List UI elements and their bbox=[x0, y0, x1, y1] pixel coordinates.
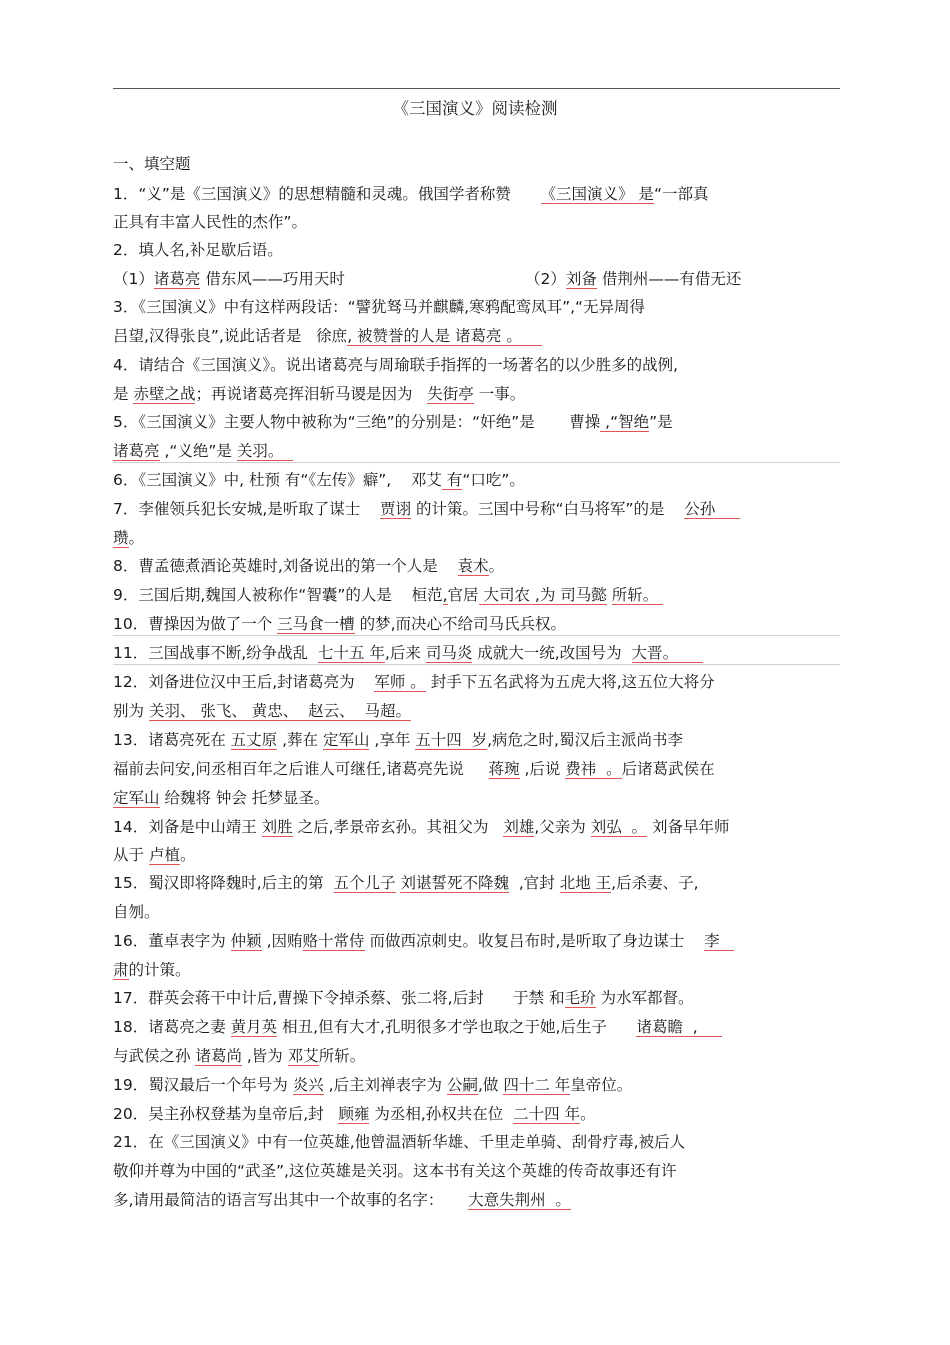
question-5-line-2: 诸葛亮 ,“义绝”是 关羽。 bbox=[113, 442, 294, 460]
answer: 定军山 bbox=[113, 789, 160, 807]
question-4-line-2: 是 赤壁之战；再说诸葛亮挥泪斩马谡是因为 失街亭 一事。 bbox=[113, 385, 526, 403]
answer: 袁术 bbox=[457, 557, 489, 575]
question-2-line-2: （1）诸葛亮 借东风——巧用天时 （2）刘备 借荆州——有借无还 bbox=[113, 270, 742, 288]
question-14-line-1: 14．刘备是中山靖王 刘胜 之后,孝景帝玄孙。其祖父为 刘雄,父亲为 刘弘 。 刘备早年师 bbox=[113, 818, 730, 836]
divider bbox=[113, 462, 840, 463]
answer: 五丈原 bbox=[230, 731, 278, 749]
question-8: 8．曹孟德煮酒论英雄时,刘备说出的第一个人是 袁术。 bbox=[113, 557, 505, 575]
answer: 大司农 bbox=[478, 586, 535, 604]
answer: 毛玠 bbox=[564, 989, 596, 1007]
answer: , bbox=[442, 586, 448, 604]
question-2-line-1: 2．填人名,补足歇后语。 bbox=[113, 241, 283, 259]
answer: 仲颖 bbox=[230, 932, 262, 950]
answer: 顾雍 bbox=[338, 1105, 370, 1123]
answer: 二十四 年 bbox=[513, 1105, 581, 1123]
answer: 诸葛亮 bbox=[113, 442, 160, 460]
answer: 四十二 年 bbox=[503, 1076, 571, 1094]
answer: , 被赞誉的人是 bbox=[347, 327, 455, 345]
answer: 李 bbox=[704, 932, 735, 950]
question-21-line-2: 敬仰并尊为中国的“武圣”,这位英雄是关羽。这本书有关这个英雄的传奇故事还有许 bbox=[113, 1162, 677, 1180]
top-rule bbox=[113, 88, 840, 89]
question-3-line-1: 3．《三国演义》中有这样两段话：“譬犹驽马并麒麟,寒鸦配鸾凤耳”,“无异周得 bbox=[113, 298, 646, 316]
answer: 大晋 bbox=[631, 644, 663, 662]
answer: 。 bbox=[662, 644, 703, 662]
question-5-line-1: 5．《三国演义》主要人物中被称为“三绝”的分别是：“奸绝”是 曹操 ,“智绝”是 bbox=[113, 413, 673, 431]
question-21-line-1: 21．在《三国演义》中有一位英雄,他曾温酒斩华雄、千里走单骑、刮骨疗毒,被后人 bbox=[113, 1133, 686, 1151]
answer: 贾诩 bbox=[380, 500, 412, 518]
question-10: 10．曹操因为做了一个 三马食一槽 的梦,而决心不给司马氏兵权。 bbox=[113, 615, 567, 633]
answer: 卢植 bbox=[148, 846, 180, 864]
answer: 五十四 岁 bbox=[415, 731, 488, 749]
answer: 七十五 年 bbox=[318, 644, 385, 662]
answer: 赂十常侍 bbox=[302, 932, 365, 950]
answer: 大意失荆州 。 bbox=[468, 1191, 571, 1209]
answer: 炎兴 bbox=[292, 1076, 324, 1094]
answer: 诸葛瞻 , bbox=[636, 1018, 723, 1036]
question-18-line-1: 18．诸葛亮之妻 黄月英 相丑,但有大才,孔明很多才学也取之于她,后生子 诸葛瞻 , bbox=[113, 1018, 723, 1036]
question-9: 9．三国后期,魏国人被称作“智囊”的人是 桓范,官居 大司农 ,为 司马懿 所斩。 bbox=[113, 586, 664, 604]
question-20: 20．吴主孙权登基为皇帝后,封 顾雍 为丞相,孙权共在位 二十四 年。 bbox=[113, 1105, 596, 1123]
answer: 北地 王 bbox=[559, 874, 612, 892]
answer: 失街亭 bbox=[427, 385, 474, 403]
answer: 公嗣 bbox=[446, 1076, 478, 1094]
section-heading: 一、填空题 bbox=[113, 155, 191, 173]
answer: 关羽、 张飞、 黄忠、 赵云、 马超。 bbox=[148, 702, 412, 720]
page-title: 《三国演义》阅读检测 bbox=[392, 99, 558, 118]
question-3-line-2: 吕望,汉得张良”,说此话者是 徐庶, 被赞誉的人是 诸葛亮 。 bbox=[113, 327, 542, 345]
answer: 瓒 bbox=[113, 529, 129, 547]
answer: 司马炎 bbox=[425, 644, 473, 662]
question-15-line-1: 15．蜀汉即将降魏时,后主的第 五个儿子 刘谌誓死不降魏 ,官封 北地 王,后杀妻、子, bbox=[113, 874, 699, 892]
question-4-line-1: 4．请结合《三国演义》。说出诸葛亮与周瑜联手指挥的一场著名的以少胜多的战例, bbox=[113, 356, 679, 374]
question-21-line-3: 多,请用最简洁的语言写出其中一个故事的名字： 大意失荆州 。 bbox=[113, 1191, 571, 1209]
answer: 《三国演义》 是 bbox=[540, 185, 654, 203]
answer: 军师 。 bbox=[374, 673, 426, 691]
question-6: 6．《三国演义》中, 杜预 有“《左传》癖”, 邓艾 有“口吃”。 bbox=[113, 471, 525, 489]
answer: 所斩。 bbox=[611, 586, 664, 604]
answer: , bbox=[600, 413, 611, 431]
answer: 肃 bbox=[113, 961, 129, 979]
question-15-line-2: 自刎。 bbox=[113, 903, 160, 921]
answer: 关羽。 bbox=[236, 442, 294, 460]
answer: 费祎 。 bbox=[565, 760, 622, 778]
question-18-line-2: 与武侯之孙 诸葛尚 ,皆为 邓艾所斩。 bbox=[113, 1047, 366, 1065]
answer: 刘胜 bbox=[261, 818, 293, 836]
answer: 有 bbox=[441, 471, 463, 489]
question-13-line-3: 定军山 给魏将 钟会 托梦显圣。 bbox=[113, 789, 330, 807]
question-13-line-2: 福前去问安,问丞相百年之后谁人可继任,诸葛亮先说 蒋琬 ,后说 费祎 。后诸葛武侯在 bbox=[113, 760, 715, 778]
question-1-line-1: 1．“义”是《三国演义》的思想精髓和灵魂。俄国学者称赞 《三国演义》 是“一部真 bbox=[113, 185, 709, 203]
question-13-line-1: 13．诸葛亮死在 五丈原 ,葬在 定军山 ,享年 五十四 岁,病危之时,蜀汉后主派尚书李 bbox=[113, 731, 683, 749]
answer: 刘备 bbox=[565, 270, 597, 288]
answer: 黄月英 bbox=[230, 1018, 278, 1036]
answer: 诸葛亮 。 bbox=[454, 327, 542, 345]
divider bbox=[113, 635, 840, 636]
answer: “智绝 bbox=[610, 413, 650, 431]
question-19: 19．蜀汉最后一个年号为 炎兴 ,后主刘禅表字为 公嗣,做 四十二 年皇帝位。 bbox=[113, 1076, 633, 1094]
answer: 三马食一槽 bbox=[277, 615, 355, 633]
question-1-line-2: 正具有丰富人民性的杰作”。 bbox=[113, 213, 308, 231]
question-7-line-2: 瓒。 bbox=[113, 529, 145, 547]
question-14-line-2: 从于 卢植。 bbox=[113, 846, 196, 864]
divider bbox=[113, 664, 840, 665]
answer: 刘谌誓死不降魏 bbox=[400, 874, 509, 892]
answer: 公孙 bbox=[684, 500, 740, 518]
answer: 刘雄 bbox=[503, 818, 535, 836]
question-16-line-2: 肃的计策。 bbox=[113, 961, 191, 979]
answer: 刘弘 。 bbox=[590, 818, 648, 836]
answer: 定军山 bbox=[322, 731, 370, 749]
answer: 邓艾 bbox=[287, 1047, 319, 1065]
answer: 五个儿子 bbox=[333, 874, 396, 892]
answer: 赤壁之战 bbox=[133, 385, 196, 403]
question-17: 17．群英会蒋干中计后,曹操下令掉杀蔡、张二将,后封 于禁 和毛玠 为水军都督。 bbox=[113, 989, 694, 1007]
answer: 诸葛尚 bbox=[195, 1047, 242, 1065]
answer: ,为 司马懿 bbox=[534, 586, 607, 604]
question-12-line-2: 别为 关羽、 张飞、 黄忠、 赵云、 马超。 bbox=[113, 702, 412, 720]
question-11: 11．三国战事不断,纷争战乱 七十五 年,后来 司马炎 成就大一统,改国号为 大晋。 bbox=[113, 644, 703, 662]
answer: 蒋琬 bbox=[488, 760, 520, 778]
question-12-line-1: 12．刘备进位汉中王后,封诸葛亮为 军师 。 封手下五名武将为五虎大将,这五位大将分 bbox=[113, 673, 715, 691]
answer: 诸葛亮 bbox=[153, 270, 201, 288]
question-7-line-1: 7．李催领兵犯长安城,是听取了谋士 贾诩 的计策。三国中号称“白马将军”的是 公孙 bbox=[113, 500, 740, 518]
question-16-line-1: 16．董卓表字为 仲颖 ,因贿赂十常侍 而做西凉刺史。收复吕布时,是听取了身边谋士 李 bbox=[113, 932, 735, 950]
